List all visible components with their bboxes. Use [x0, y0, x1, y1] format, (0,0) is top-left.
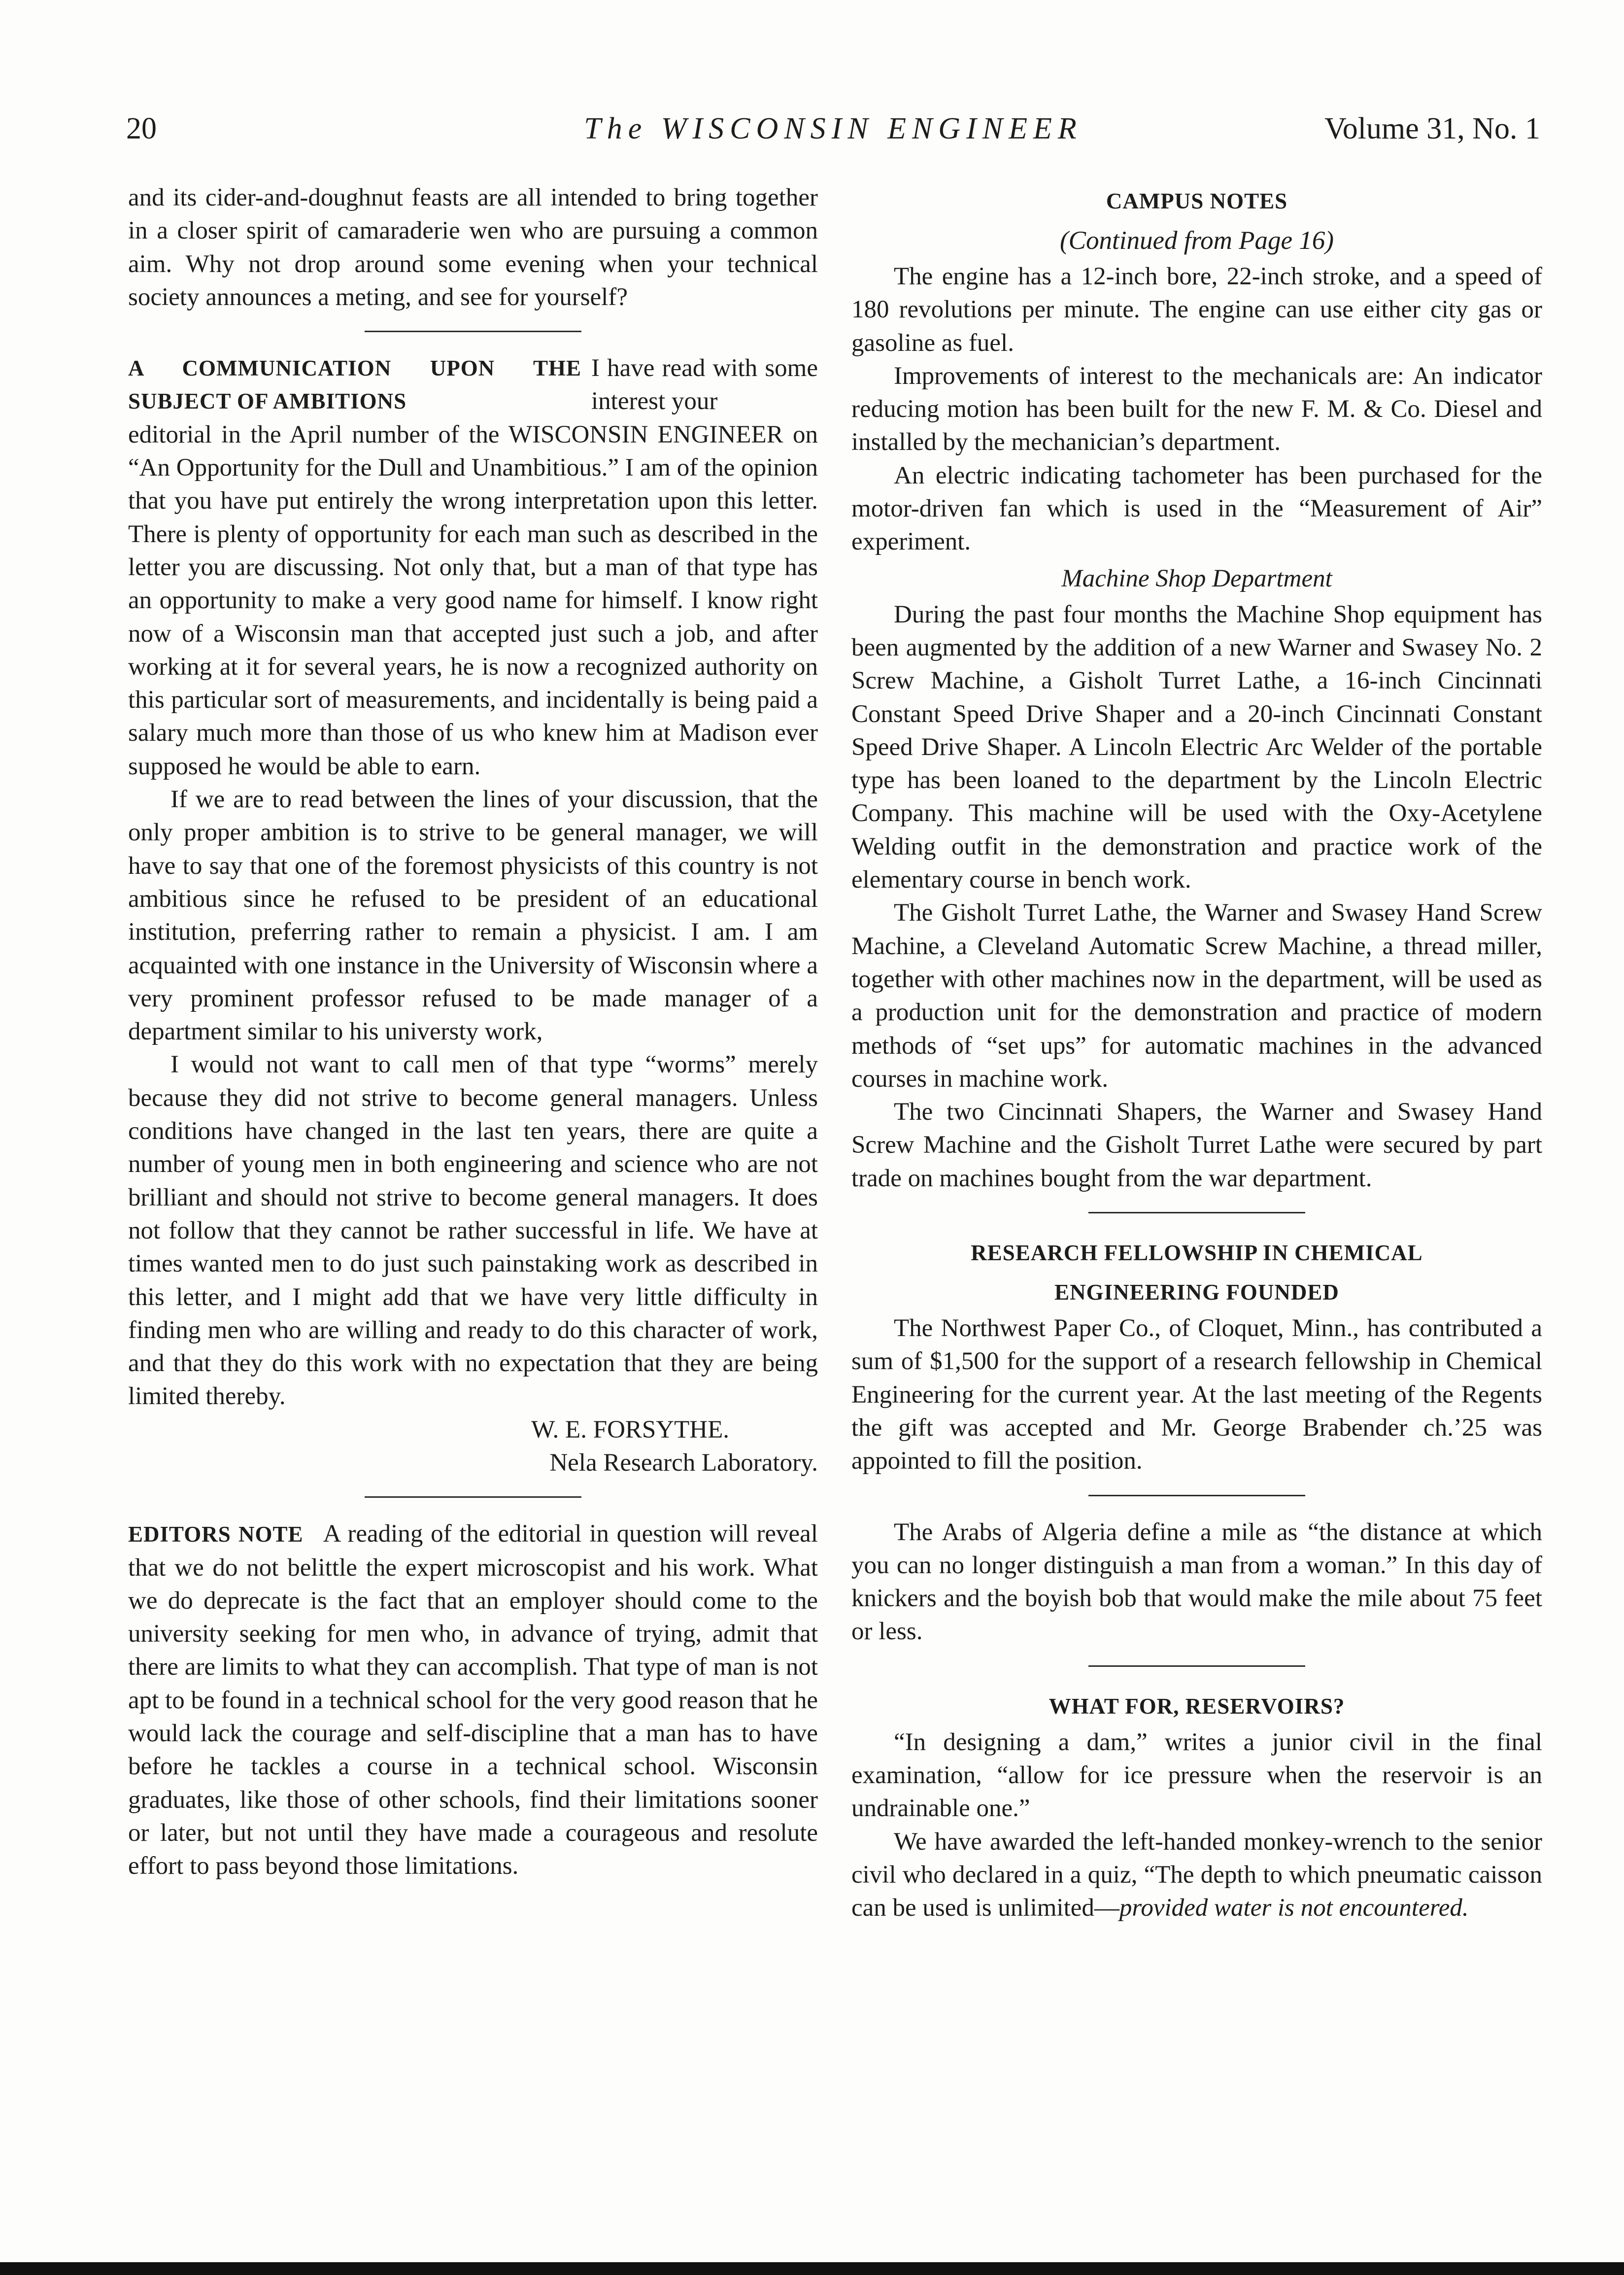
paragraph: The engine has a 12-inch bore, 22-inch stroke, and a speed of 180 revolutions per minute. The engine can use either city gas or gasoline as fuel. — [851, 263, 1542, 357]
signature-affiliation: Nela Research Laboratory. — [549, 1448, 818, 1477]
section-heading: ENGINEERING FOUNDED — [1054, 1280, 1339, 1305]
paragraph: During the past four months the Machine Shop equipment has been augmented by the addition of a new Warner and Swasey No. 2 Screw Machine, a Gisholt Turret Lathe, a 16-inch Cincinnati Constant Speed Drive Shaper and a 20-inch Cincinnati Constant Speed Drive Shaper. A Lincoln Electric Arc Welder of the portable type has been loaned to the department by the Lincoln Electric Company. This machine will be used with the Oxy-Acetylene Welding outfit in the demonstration and practice work of the elementary course in bench work. — [851, 600, 1542, 894]
paragraph: The Gisholt Turret Lathe, the Warner and Swasey Hand Screw Machine, a Cleveland Automatic Screw Machine, a thread miller, together with other machines now in the department, will be used as a production unit for the demonstration and practice of modern methods of “set ups” for automatic machines in the advanced courses in machine work. — [851, 899, 1542, 1093]
editors-note-label: EDITORS NOTE — [128, 1522, 304, 1547]
section-divider — [365, 331, 581, 332]
left-column — [128, 181, 818, 1883]
paragraph — [851, 1826, 1542, 1925]
section-heading: RESEARCH FELLOWSHIP IN CHEMICAL — [971, 1241, 1423, 1266]
section-divider — [1088, 1665, 1305, 1667]
paragraph: “In designing a dam,” writes a junior civil in the final examination, “allow for ice pressure when the reservoir is an undrainable one.” — [851, 1728, 1542, 1823]
paragraph: An electric indicating tachometer has been purchased for the motor-driven fan which is used in the “Measurement of Air” experiment. — [851, 461, 1542, 556]
paragraph-italic-text: provided water is not encountered. — [1119, 1894, 1469, 1922]
journal-title: The WISCONSIN ENGINEER — [584, 112, 1083, 145]
paragraph: I would not want to call men of that type “worms” merely because they did not strive to become general managers. Unless conditions have changed in the last ten years, there are quite a number of young men in both engineering and science who are not brilliant and should not strive to become general managers. It does not follow that they cannot be rather successful in life. We have at times wanted men to do just such painstaking work as described in this letter, and I might add that we have very little difficulty in finding men who are willing and ready to do this character of work, and that they do this work with no expectation that they are being limited thereby. — [128, 1051, 818, 1411]
section-divider — [1088, 1495, 1305, 1496]
section-divider — [365, 1496, 581, 1498]
paragraph: The Arabs of Algeria define a mile as “the distance at which you can no longer distinguish a man from a woman.” In this day of knickers and the boyish bob that would make the mile about 75 feet or less. — [851, 1518, 1542, 1646]
page-number: 20 — [126, 112, 157, 145]
scan-edge — [0, 2262, 1624, 2275]
section-heading: CAMPUS NOTES — [1106, 189, 1288, 213]
volume-number: Volume 31, No. 1 — [1324, 112, 1540, 145]
page-header — [126, 111, 1540, 156]
communication-opening — [128, 352, 818, 418]
continued-note: (Continued from Page 16) — [1060, 226, 1334, 255]
paragraph: Improvements of interest to the mechanicals are: An indicator reducing motion has been built for the new F. M. & Co. Diesel and installed by the mechanician’s department. — [851, 362, 1542, 456]
right-column — [851, 181, 1542, 1925]
signature-name: W. E. FORSYTHE. — [531, 1415, 729, 1444]
paragraph: The two Cincinnati Shapers, the Warner and Swasey Hand Screw Machine and the Gisholt Turret Lathe were secured by part trade on machines bought from the war department. — [851, 1098, 1542, 1192]
paragraph-text: We have awarded the left-handed monkey-wrench to the senior civil who declared in a quiz, “The depth to which pneumatic caisson can be used is unlimited— — [851, 1827, 1542, 1922]
paragraph: The Northwest Paper Co., of Cloquet, Minn., has contributed a sum of $1,500 for the support of a research fellowship in Chemical Engineering for the current year. At the last meeting of the Regents the gift was accepted and Mr. George Brabender ch.’25 was appointed to fill the position. — [851, 1314, 1542, 1475]
section-heading: A COMMUNICATION UPON THE SUBJECT OF AMBITIONS — [128, 356, 581, 414]
editors-note — [128, 1517, 818, 1883]
subsection-heading: Machine Shop Department — [1061, 564, 1332, 592]
paragraph-lead: I have read with some interest your — [591, 354, 818, 415]
section-heading: WHAT FOR, RESERVOIRS? — [1049, 1693, 1345, 1719]
paragraph: and its cider-and-doughnut feasts are all intended to bring together in a closer spirit of camaraderie wen who are pursuing a common aim. Why not drop around some evening when your technical society announces a meting, and see for yourself? — [128, 184, 818, 311]
paragraph: editorial in the April number of the WISCONSIN ENGINEER on “An Opportunity for the Dull and Unambitious.” I am of the opinion that you have put entirely the wrong interpretation upon this letter. There is plenty of opportunity for each man such as described in the letter you are discussing. Not only that, but a man of that type has an opportunity to make a very good name for himself. I know right now of a Wisconsin man that accepted just such a job, and after working at it for several years, he is now a recognized authority on this particular sort of measurements, and incidentally is being paid a salary much more than those of us who knew him at Madison ever supposed he would be able to earn. — [128, 420, 818, 780]
section-divider — [1088, 1212, 1305, 1213]
paragraph: If we are to read between the lines of your discussion, that the only proper ambition is to strive to be general manager, we will have to say that one of the foremost physicists of this country is not ambitious since he refused to be president of an educational institution, preferring rather to remain a physicist. I am. I am acquainted with one instance in the University of Wisconsin where a very prominent professor refused to be made manager of a department similar to his universty work, — [128, 786, 818, 1046]
editors-note-text: A reading of the editorial in question will reveal that we do not belittle the expert microscopist and his work. What we do deprecate is the fact that an employer should come to the university seeking for men who, in advance of trying, admit that there are limits to what they can accomplish. That type of man is not apt to be found in a technical school for the very good reason that he would lack the courage and self-discipline that a man has to have before he tackles a course in a technical school. Wisconsin graduates, like those of other schools, find their limitations sooner or later, but not until they have made a courageous and resolute effort to pass beyond those limitations. — [128, 1520, 818, 1880]
